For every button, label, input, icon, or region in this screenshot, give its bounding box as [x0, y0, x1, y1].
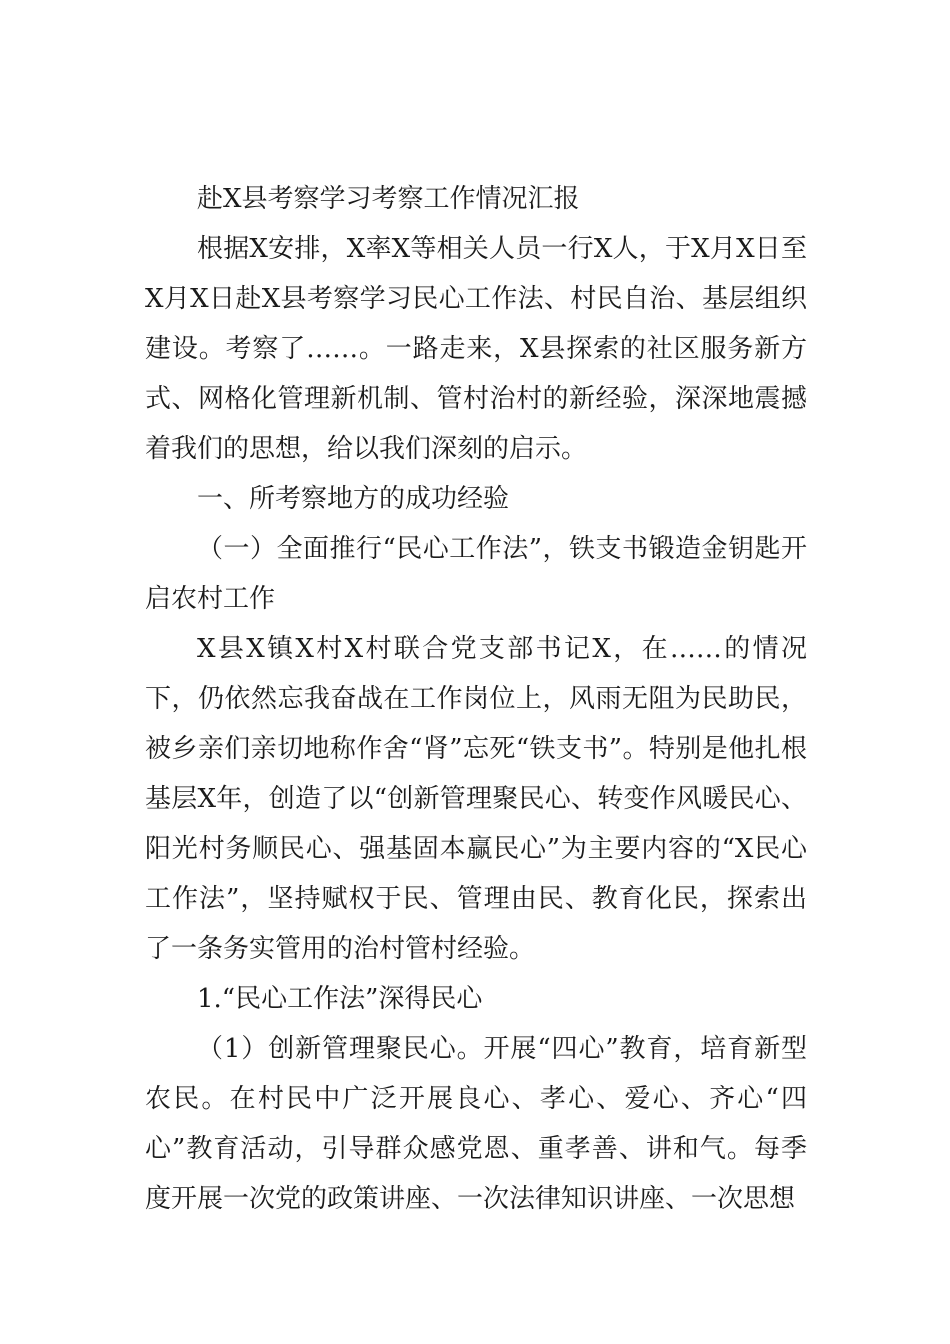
- subsection-heading-1: （一）全面推行“民心工作法”，铁支书锻造金钥匙开启农村工作: [145, 534, 807, 614]
- document-title: 赴X县考察学习考察工作情况汇报: [197, 184, 580, 214]
- item-heading-1: 1.“民心工作法”深得民心: [197, 984, 483, 1014]
- section-heading-1: 一、所考察地方的成功经验: [197, 484, 510, 514]
- paragraph-secretary: X县X镇X村X村联合党支部书记X，在……的情况下，仍依然忘我奋战在工作岗位上，风雨无阻为民助民，被乡亲们亲切地称作舍“肾”忘死“铁支书”。特别是他扎根基层X年，创造了以“创新管理聚民心、转变作风暖民心、阳光村务顺民心、强基固本赢民心”为主要内容的“X民心工作法”，坚持赋权于民、管理由民、教育化民，探索出了一条务实管用的治村管村经验。: [145, 634, 807, 964]
- paragraph-innovation: （1）创新管理聚民心。开展“四心”教育，培育新型农民。在村民中广泛开展良心、孝心、爱心、齐心“四心”教育活动，引导群众感党恩、重孝善、讲和气。每季度开展一次党的政策讲座、一次法律知识讲座、一次思想: [145, 1034, 807, 1214]
- paragraph-intro: 根据X安排，X率X等相关人员一行X人，于X月X日至X月X日赴X县考察学习民心工作法、村民自治、基层组织建设。考察了……。一路走来，X县探索的社区服务新方式、网格化管理新机制、管村治村的新经验，深深地震撼着我们的思想，给以我们深刻的启示。: [145, 234, 807, 464]
- document-body: [145, 174, 807, 1224]
